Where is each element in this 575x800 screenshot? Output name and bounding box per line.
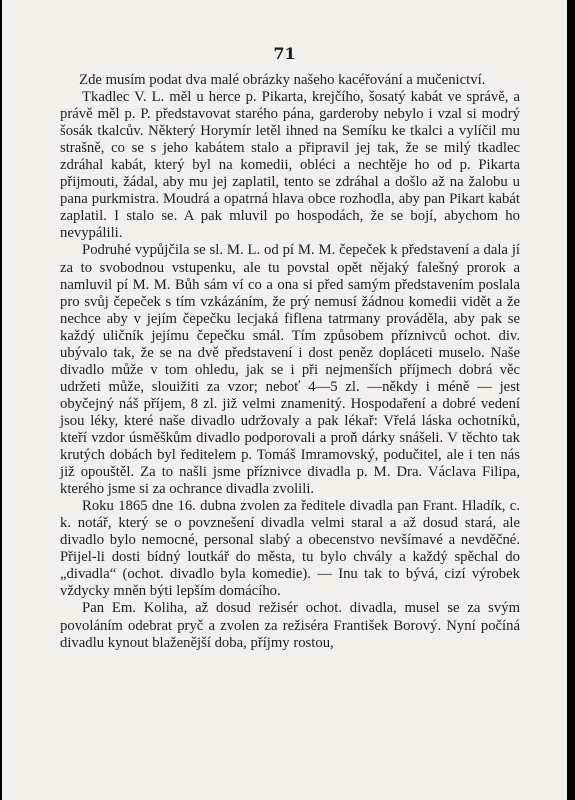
paragraph-cepecek: Podruhé vypůjčila se sl. M. L. od pí M. M. čepeček k představení a dala jí za to svobodnou vstupenku, ale tu povstal opět nějaký falešný prorok a namluvil pí M. M. Bůh sám ví co a ona si před samým představením poslala pro svůj čepeček s tím vzkázáním, že prý nemusí žádnou komedii vidět a že nechce aby v jejím čepečku lecjaká fiflena tatrmany prováděla, aby pak se každý uličník jejímu čepečku smál. Tím způsobem příznivců ochot. div. ubývalo tak, že se na dvě představení i dost peněz dopláceti muselo. Naše divadlo může v tom ohledu, jak se i při nejmenších příjmech dobrá věc udržeti může, slouižiti za vzor; neboť 4—5 zl. —někdy i méně — jest obyčejný náš příjem, 8 zl. již velmi znamenitý. Hospodaření a dobré vedení jsou léky, které naše divadlo udržovaly a pak lékař: Vřelá láska ochotníků, kteří vzdor úsměškům divadlo podporovali a proň dárky snášeli. V těchto tak krutých dobách byl ředitelem p. Tomáš Imramovský, podučitel, ale i ten nás již opouštěl. Za to našli jsme příznivce divadla p. M. Dra. Václava Filipa, kterého jsme si za ochrance divadla zvolili.: [60, 242, 520, 498]
paragraph-tkadlec: Tkadlec V. L. měl u herce p. Pikarta, krejčího, šosatý kabát ve správě, a právě měl p. P. představovat starého pána, garderoby nebylo i vzal si modrý šosák tkalcův. Některý Horymír letěl ihned na Semíku ke tkalci a vylíčil mu strašně, co se s jeho kabátem stalo a připravil jej tak, že se milý tkadlec zdráhal kabát, který byl na komedii, obléci a nechtěje ho od p. Pikarta přijmouti, žádal, aby mu jej zaplatil, tento se zdráhal a došlo až na žalobu u pana purkmistra. Moudrá a opatrná hlava obce rozhodla, aby pan Pikart kabát zaplatil. I stalo se. A pak mluvil po hospodách, že se bojí, abychom ho nevypálili.: [60, 89, 520, 242]
page-number: 71: [273, 44, 296, 63]
paragraph-roku-1865: Roku 1865 dne 16. dubna zvolen za ředitele divadla pan Frant. Hladík, c. k. notář, který se o povznešení divadla velmi staral a až dosud stará, ale divadlo bylo nemocné, personal slabý a obecenstvo nevšímavé a nevděčné. Přijel-li dosti bídný loutkář do města, tu bylo chvály a každý spěchal do „divadla“ (ochot. divadlo byla komedie). — Inu tak to bývá, cizí výrobek vždycky mněn býti lepším domácího.: [60, 498, 520, 600]
page-body: [60, 72, 520, 652]
paragraph-koliha: Pan Em. Koliha, až dosud režisér ochot. divadla, musel se za svým povoláním odebrat pryč a zvolen za režiséra František Borový. Nyní počíná divadlu kynout blaženější doba, příjmy rostou,: [60, 600, 520, 651]
book-page: [2, 0, 567, 800]
paragraph-intro: Zde musím podat dva malé obrázky našeho kacéřování a mučenictví.: [79, 72, 486, 88]
